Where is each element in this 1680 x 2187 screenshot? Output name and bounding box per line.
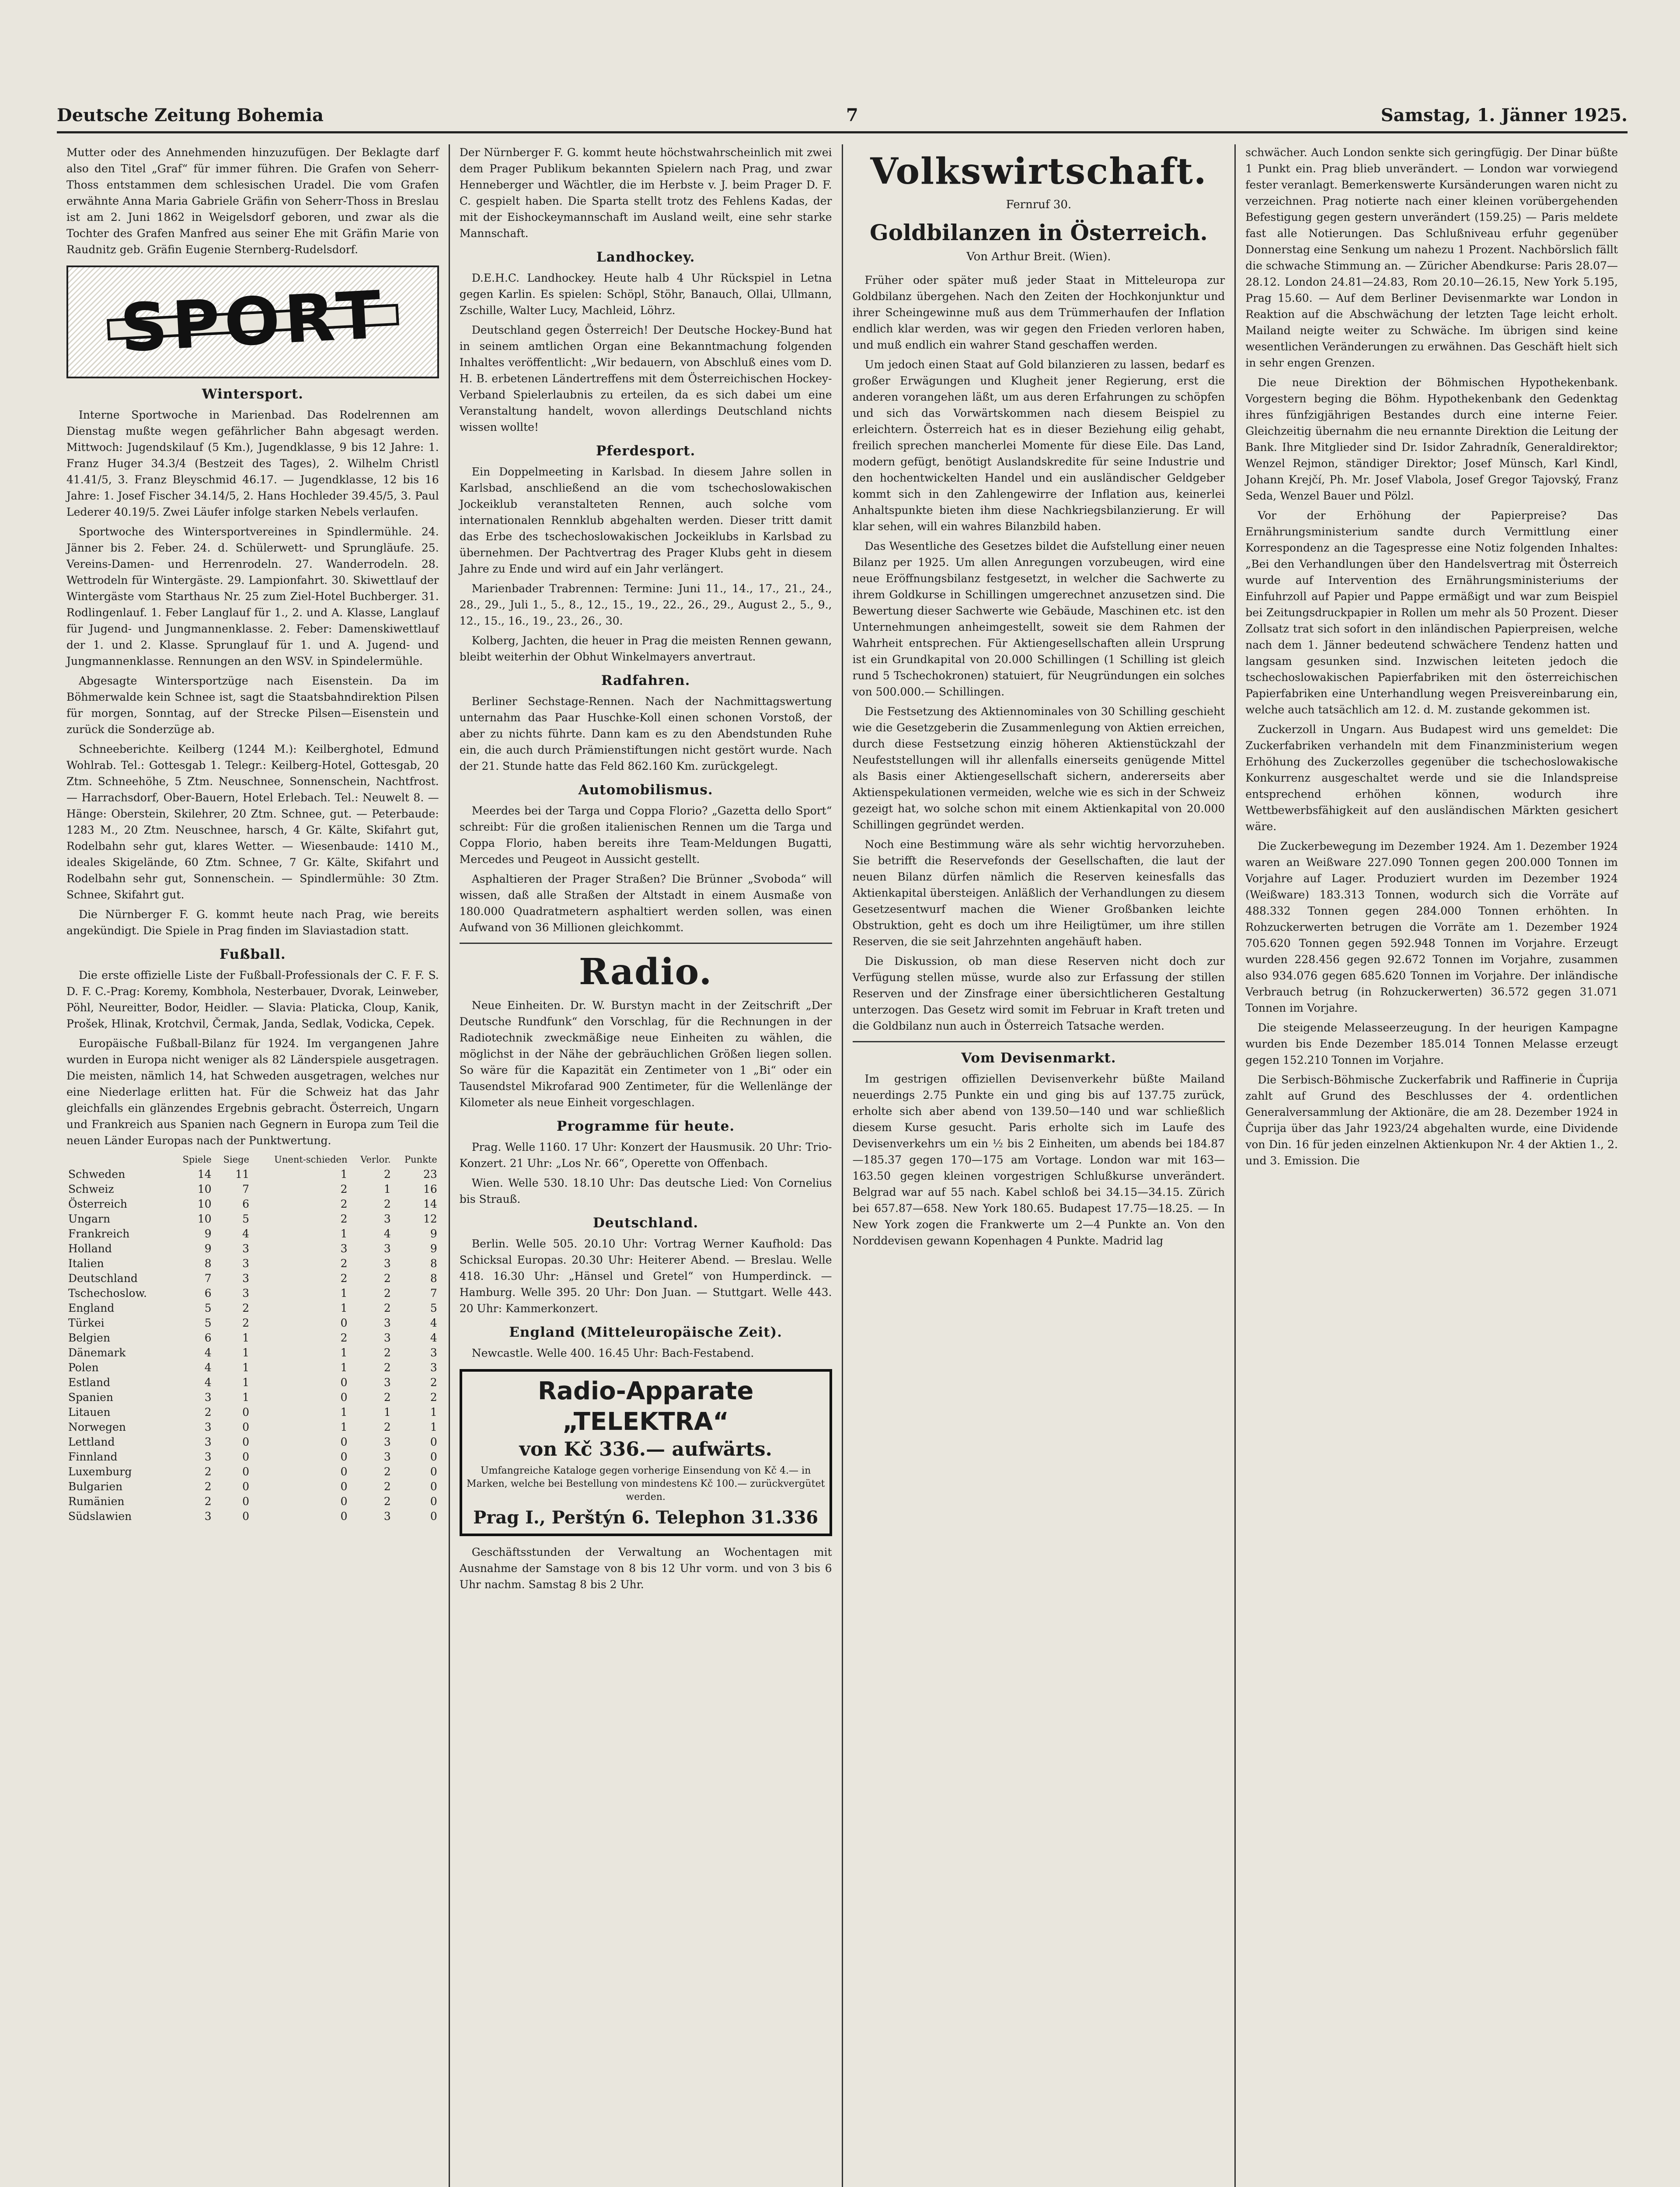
stat-cell: 3 bbox=[383, 1450, 391, 1463]
stat-cell: 1 bbox=[383, 1183, 391, 1195]
stat-cell: 10 bbox=[197, 1183, 212, 1195]
article-text: Neue Einheiten. Dr. W. Burstyn macht in der Zeitschrift „Der Deutsche Rundfunk“ den Vorschlag, für die Rechnungen in der Radiotechnik zweckmäßige neue Einheiten zu wählen, die möglichst in der Nähe der gebräuchlichen Größen liegen sollen. So wäre für die Kapazität ein Zentimeter von 1 „Bi“ oder ein Tausendstel Mikrofarad 900 Zentimeter, für die Wellenlänge der Kilometer als neue Einheit vorgeschlagen. bbox=[459, 999, 832, 1109]
team-name-cell: Belgien bbox=[68, 1331, 111, 1344]
stat-cell: 0 bbox=[242, 1450, 249, 1463]
stat-cell: 0 bbox=[340, 1495, 348, 1508]
table-header-cell: Verlor. bbox=[360, 1154, 391, 1165]
article-text: Die Festsetzung des Aktiennominales von 30 Schilling geschieht wie die Gesetzgeberin die Zusammenlegung von Aktien erreichen, durch diese Festsetzung einzig höheren Aktienstückzahl der Neufeststellungen will ihr allenfalls einerseits genügende Mittel als Basis einer Aktiengesellschaft sichern, andererseits aber Aktienspekulationen vermeiden, welche wie es sich in der Schweiz gezeigt hat, wo solche schon mit einem Aktienkapital von 20.000 Schillingen gegründet werden. bbox=[852, 705, 1225, 831]
table-row bbox=[66, 1286, 439, 1301]
article-text: Noch eine Bestimmung wäre als sehr wichtig hervorzuheben. Sie betrifft die Reservefonds der Gesellschaften, die laut der neuen Bilanz dürfen nämlich die Reserven keinesfalls das Aktienkapital übersteigen. Anläßlich der Verhandlungen zu diesem Gesetzesentwurf machen die Wiener Großbanken leichte Obstruktion, geht es doch um ihre Heiligtümer, um ihre stillen Reserven, die sie seit Jahrzehnten angehäuft haben. bbox=[852, 838, 1225, 948]
column-3 bbox=[843, 144, 1236, 2187]
stat-cell: 3 bbox=[383, 1331, 391, 1344]
table-row bbox=[66, 1241, 439, 1256]
article-text: Kolberg, Jachten, die heuer in Prag die meisten Rennen gewann, bleibt weiterhin der Obhut Winkelmayers anvertraut. bbox=[459, 634, 832, 663]
article-title: Goldbilanzen in Österreich. bbox=[870, 220, 1208, 245]
stat-cell: 2 bbox=[340, 1212, 348, 1225]
stat-cell: 4 bbox=[242, 1227, 249, 1240]
stat-cell: 4 bbox=[204, 1346, 212, 1359]
team-name-cell: Holland bbox=[68, 1242, 112, 1255]
team-name-cell: Spanien bbox=[68, 1391, 114, 1404]
stat-cell: 2 bbox=[242, 1302, 249, 1314]
section-heading-devisenmarkt: Vom Devisenmarkt. bbox=[961, 1050, 1116, 1066]
article-text: Asphaltieren der Prager Straßen? Die Brünner „Svoboda“ will wissen, daß alle Straßen der Altstadt in einem Ausmaße von 180.000 Quadratmetern asphaltiert werden sollen, was einen Aufwand von 36 Millionen gleichkommt. bbox=[459, 873, 832, 934]
stat-cell: 2 bbox=[383, 1495, 391, 1508]
stat-cell: 12 bbox=[423, 1212, 437, 1225]
page-number: 7 bbox=[846, 105, 858, 126]
article-text: Sportwoche des Wintersportvereines in Spindlermühle. 24. Jänner bis 2. Feber. 24. d. Schülerwett- und Sprungläufe. 25. Vereins-Damen- und Herrenrodeln. 27. Wanderrodeln. 28. Wettrodeln für Wintergäste. 29. Lampionfahrt. 30. Skiwettlauf der Wintergäste vom Starthaus Nr. 25 zum Ziel-Hotel Buchberger. 31. Rodlingenlauf. 1. Feber Langlauf für 1., 2. und A. Klasse, Langlauf für Jugend- und Jungmannenklasse. 2. Feber: Damenskiwettlauf der 1. und 2. Klasse. Sprunglauf für 1. und A. Jugend- und Jungmannenklasse. Rennungen an den WSV. in Spindelermühle. bbox=[66, 525, 439, 667]
stat-cell: 2 bbox=[383, 1168, 391, 1181]
stat-cell: 2 bbox=[340, 1272, 348, 1285]
stat-cell: 6 bbox=[204, 1287, 212, 1300]
stat-cell: 5 bbox=[430, 1302, 437, 1314]
section-divider bbox=[853, 1041, 1225, 1042]
stat-cell: 4 bbox=[204, 1361, 212, 1374]
section-heading-deutschland: Deutschland. bbox=[593, 1215, 699, 1231]
stat-cell: 0 bbox=[340, 1436, 348, 1448]
stat-cell: 10 bbox=[197, 1198, 212, 1210]
table-row bbox=[66, 1301, 439, 1316]
stat-cell: 2 bbox=[383, 1287, 391, 1300]
article-text: Die Diskussion, ob man diese Reserven nicht doch zur Verfügung stellen müsse, wurde also zur Erfassung der stillen Reserven und der Zinsfrage einer übersichtlicheren Gestaltung unterzogen. Das Gesetz wird somit im Februar in Kraft treten und die Goldbilanz nun auch in Österreich Tatsache werden. bbox=[852, 955, 1225, 1032]
article-text: Prag. Welle 1160. 17 Uhr: Konzert der Hausmusik. 20 Uhr: Trio-Konzert. 21 Uhr: „Los Nr. 66“, Operette von Offenbach. bbox=[459, 1141, 832, 1170]
stat-cell: 0 bbox=[430, 1495, 437, 1508]
stat-cell: 1 bbox=[340, 1168, 348, 1181]
article-text: Die Zuckerbewegung im Dezember 1924. Am 1. Dezember 1924 waren an Weißware 227.090 Tonnen gegen 200.000 Tonnen im Vorjahre auf Lager. Produziert wurden im Dezember 1924 (Weißware) 183.313 Tonnen, wodurch sich die Vorräte auf 488.332 Tonnen gegen 284.000 Tonnen erhöhten. In Rohzuckerwerten betrugen die Vorräte am 1. Dezember 1924 705.620 Tonnen gegen 592.948 Tonnen im Vorjahre. Erzeugt wurden 228.456 gegen 92.672 Tonnen im Vorjahre, zusammen also 934.076 gegen 685.620 Tonnen im Vorjahre. Der inländische Verbrauch betrug (in Rohzuckerwerten) 36.572 gegen 31.071 Tonnen im Vorjahre. bbox=[1245, 840, 1618, 1014]
stat-cell: 0 bbox=[340, 1450, 348, 1463]
stat-cell: 0 bbox=[430, 1465, 437, 1478]
stat-cell: 0 bbox=[242, 1495, 249, 1508]
running-head bbox=[57, 105, 1628, 126]
stat-cell: 14 bbox=[423, 1198, 437, 1210]
table-row bbox=[66, 1197, 439, 1212]
radio-section-title: Radio. bbox=[579, 951, 713, 993]
table-row bbox=[66, 1360, 439, 1375]
stat-cell: 7 bbox=[242, 1183, 249, 1195]
stat-cell: 3 bbox=[242, 1272, 249, 1285]
stat-cell: 1 bbox=[242, 1391, 249, 1404]
article-text: Die neue Direktion der Böhmischen Hypothekenbank. Vorgestern beging die Böhm. Hypothekenbank den Gedenktag ihres fünfzigjährigen Bestandes durch eine interne Feier. Gleichzeitig übernahm die neu ernannte Direktion die Leitung der Bank. Ihre Mitglieder sind Dr. Isidor Zahradník, Generaldirektor; Wenzel Rejmon, ständiger Direktor; Josef Münsch, Karl Kindl, Johann Krejčí, Ph. Mr. Josef Vlabola, Josef Gregor Tajovský, Franz Seda, Wenzel Bauer und Pölzl. bbox=[1245, 376, 1618, 502]
table-row bbox=[66, 1345, 439, 1360]
sport-banner-lettering: SPORT bbox=[107, 304, 399, 340]
article-text: Geschäftsstunden der Verwaltung an Wochentagen mit Ausnahme der Samstage von 8 bis 12 Uhr vorm. und von 3 bis 6 Uhr nachm. Samstag 8 bis 2 Uhr. bbox=[459, 1546, 832, 1591]
stat-cell: 1 bbox=[242, 1346, 249, 1359]
table-row bbox=[66, 1167, 439, 1182]
header-rule bbox=[57, 131, 1628, 133]
stat-cell: 6 bbox=[204, 1331, 212, 1344]
ad-note: Umfangreiche Kataloge gegen vorherige Einsendung von Kč 4.— in Marken, welche bei Bestellung von mindestens Kč 100.— zurückvergütet werden. bbox=[466, 1465, 825, 1502]
table-row bbox=[66, 1405, 439, 1420]
team-name-cell: Litauen bbox=[68, 1406, 111, 1418]
stat-cell: 2 bbox=[204, 1480, 212, 1493]
table-header-cell bbox=[66, 1152, 172, 1167]
stat-cell: 2 bbox=[383, 1361, 391, 1374]
team-name-cell: Schweiz bbox=[68, 1183, 114, 1195]
section-divider bbox=[460, 943, 832, 944]
table-row bbox=[66, 1256, 439, 1271]
team-name-cell: Dänemark bbox=[68, 1346, 126, 1359]
stat-cell: 5 bbox=[242, 1212, 249, 1225]
article-text: Die Nürnberger F. G. kommt heute nach Prag, wie bereits angekündigt. Die Spiele in Prag finden im Slaviastadion statt. bbox=[66, 908, 439, 937]
article-text: Deutschland gegen Österreich! Der Deutsche Hockey-Bund hat in seinem amtlichen Organ eine Bekanntmachung folgenden Inhaltes veröffentlicht: „Wir bedauern, von Abschluß eines vom D. H. B. erbetenen Ländertreffens mit dem Österreichischen Hockey-Verband Spielerlaubnis zu erteilen, da es sich dabei um eine Veranstaltung handelt, wovon allerdings Deutschland nichts wissen wollte! bbox=[459, 324, 832, 433]
article-text: Das Wesentliche des Gesetzes bildet die Aufstellung einer neuen Bilanz per 1925. Um allen Anregungen vorzubeugen, wird eine neue Eröffnungsbilanz festgesetzt, in welcher die Sachwerte zu ihrem Goldkurse in Schillingen umgerechnet anzusetzen sind. Die Bewertung dieser Sachwerte wie Gebäude, Maschinen etc. ist den Unternehmungen anheimgestellt, soweit sie dem Rahmen der Wahrheit entsprechen. Für Aktiengesellschaften allein Ursprung ist ein Grundkapital von 20.000 Schillingen (1 Schilling ist gleich rund 5 Tschechokronen) statuiert, für Neugründungen ein solches von 500.000.— Schillingen. bbox=[852, 540, 1225, 698]
stat-cell: 0 bbox=[340, 1317, 348, 1329]
stat-cell: 3 bbox=[204, 1421, 212, 1433]
article-text: Vor der Erhöhung der Papierpreise? Das Ernährungsministerium sandte durch Vermittlung einer Korrespondenz an die Tagespresse eine Notiz folgenden Inhaltes: „Bei den Verhandlungen über den Handelsvertrag mit Österreich wurde auf Intervention des Ernährungsministeriums der Einfuhrzoll auf Papier und Pappe ermäßigt und war zum Beispiel bei Zeitungsdruckpapier in Rollen um mehr als 50 Prozent. Dieser Zollsatz trat sich sofort in den inländischen Papierpreisen, welche nach dem 1. Jänner bedeutend schwächere Tendenz hatten und langsam gesunken sind. Inzwischen leiteten jedoch die tschechoslowakischen Papierfabriken mit den österreichischen Papierfabriken eine Unterhandlung wegen Preisvereinbarung ein, welche auch tatsächlich am 12. d. M. zustande gekommen ist. bbox=[1245, 509, 1618, 716]
stat-cell: 4 bbox=[430, 1331, 437, 1344]
table-header-cell: Unent-schieden bbox=[274, 1154, 348, 1165]
team-name-cell: Frankreich bbox=[68, 1227, 130, 1240]
stat-cell: 2 bbox=[430, 1376, 437, 1389]
article-text: Schneeberichte. Keilberg (1244 M.): Keilberghotel, Edmund Wohlrab. Tel.: Gottesgab 1. Telegr.: Keilberg-Hotel, Gottesgab, 20 Ztm. Schneehöhe, 5 Ztm. Neuschnee, Sonnenschein, Nachtfrost. — Harrachsdorf, Ober-Bauern, Hotel Erlebach. Tel.: Neuwelt 8. — Hänge: Oberstein, Skilehrer, 20 Ztm. Schnee, gut. — Peterbaude: 1283 M., 20 Ztm. Neuschnee, harsch, 4 Gr. Kälte, Skifahrt gut, Rodelbahn sehr gut, klares Wetter. — Wiesenbaude: 1410 M., ideales Skigelände, 60 Ztm. Schnee, 7 Gr. Kälte, Skifahrt und Rodelbahn sehr gut, Sonnenschein. — Spindlermühle: 30 Ztm. Schnee, Skifahrt gut. bbox=[66, 743, 439, 901]
masthead-name: Deutsche Zeitung Bohemia bbox=[57, 105, 324, 126]
stat-cell: 7 bbox=[430, 1287, 437, 1300]
stat-cell: 2 bbox=[383, 1465, 391, 1478]
article-text: Europäische Fußball-Bilanz für 1924. Im vergangenen Jahre wurden in Europa nicht weniger als 82 Länderspiele ausgetragen. Die meisten, nämlich 14, hat Schweden ausgetragen, welches nur eine Niederlage erlitten hat. Für die Schweiz hat das Jahr gleichfalls ein glänzendes Ergebnis gebracht. Österreich, Ungarn und Frankreich aus Spanien nach Gegnern in Europa zum Teil die neuen Länder Europas nach der Punktwertung. bbox=[66, 1037, 439, 1147]
table-body bbox=[66, 1167, 439, 1524]
stat-cell: 7 bbox=[204, 1272, 212, 1285]
article-text: Mutter oder des Annehmenden hinzuzufügen. Der Beklagte darf also den Titel „Graf“ für immer führen. Die Grafen von Seherr-Thoss entstammen dem schlesischen Uradel. Die vom Grafen erwähnte Anna Maria Gabriele Gräfin von Seherr-Thoss in Breslau ist am 2. Juni 1862 in Weigelsdorf geboren, und zwar als die Tochter des Grafen Manfred aus seiner Ehe mit Gräfin Marie von Raudnitz geb. Gräfin Eugenie Sternberg-Rudelsdorf. bbox=[66, 146, 439, 256]
table-header-cell: Siege bbox=[223, 1154, 249, 1165]
stat-cell: 0 bbox=[340, 1480, 348, 1493]
stat-cell: 0 bbox=[242, 1436, 249, 1448]
team-name-cell: Polen bbox=[68, 1361, 99, 1374]
stat-cell: 3 bbox=[430, 1361, 437, 1374]
stat-cell: 0 bbox=[430, 1450, 437, 1463]
stat-cell: 1 bbox=[340, 1361, 348, 1374]
article-text: Die erste offizielle Liste der Fußball-Professionals der C. F. F. S. D. F. C.-Prag: Koremy, Kombhola, Nesterbauer, Dvorak, Leinweber, Pöhl, Neureitter, Bodor, Heidler. — Slavia: Platicka, Cloup, Kanik, Prošek, Hlinak, Krotchvil, Čermak, Janda, Sedlak, Vodicka, Cepek. bbox=[66, 969, 439, 1030]
article-text: Die steigende Melasseerzeugung. In der heurigen Kampagne wurden bis Ende Dezember 185.014 Tonnen Melasse erzeugt gegen 152.210 Tonnen im Vorjahre. bbox=[1245, 1021, 1618, 1066]
stat-cell: 1 bbox=[242, 1376, 249, 1389]
article-text: Berliner Sechstage-Rennen. Nach der Nachmittagswertung unternahm das Paar Huschke-Koll einen schonen Vorstoß, der aber zu nichts führte. Dann kam es zu den Abendstunden Ruhe ein, die auch durch Prämienstiftungen nicht gestört wurde. Nach der 21. Stunde hatte das Feld 862.160 Km. zurückgelegt. bbox=[459, 695, 832, 772]
table-row bbox=[66, 1509, 439, 1524]
team-name-cell: Rumänien bbox=[68, 1495, 125, 1508]
stat-cell: 0 bbox=[430, 1436, 437, 1448]
stat-cell: 0 bbox=[340, 1376, 348, 1389]
stat-cell: 1 bbox=[340, 1227, 348, 1240]
stat-cell: 0 bbox=[430, 1510, 437, 1523]
issue-date: Samstag, 1. Jänner 1925. bbox=[1380, 105, 1628, 126]
stat-cell: 0 bbox=[242, 1421, 249, 1433]
stat-cell: 2 bbox=[383, 1391, 391, 1404]
article-text: Der Nürnberger F. G. kommt heute höchstwahrscheinlich mit zwei dem Prager Publikum bekannten Spielern nach Prag, und zwar Henneberger und Wächtler, die im Herbste v. J. beim Prager D. F. C. gespielt haben. Die Sparta stellt trotz des Fehlens Kadas, der mit der Eishockeymannschaft im Ausland weilt, eine sehr starke Mannschaft. bbox=[459, 146, 832, 240]
table-row bbox=[66, 1375, 439, 1390]
table-row bbox=[66, 1331, 439, 1345]
article-text: Zuckerzoll in Ungarn. Aus Budapest wird uns gemeldet: Die Zuckerfabriken verhandeln mit dem Finanzministerium wegen Erhöhung des Zuckerzolles gegenüber die tschechoslowakische Konkurrenz ausgeschaltet werde und sie die Inlandspreise entsprechend erhöhen können, wodurch ihre Wettbewerbsfähigkeit auf den ausländischen Märkten gesichert wäre. bbox=[1245, 723, 1618, 833]
ad-address: Prag I., Perštýn 6. Telephon 31.336 bbox=[473, 1507, 819, 1528]
stat-cell: 2 bbox=[340, 1331, 348, 1344]
stat-cell: 4 bbox=[430, 1317, 437, 1329]
stat-cell: 2 bbox=[383, 1272, 391, 1285]
team-name-cell: Bulgarien bbox=[68, 1480, 123, 1493]
team-name-cell: Tschechoslow. bbox=[68, 1287, 147, 1300]
stat-cell: 3 bbox=[383, 1212, 391, 1225]
table-row bbox=[66, 1390, 439, 1405]
section-heading-landhockey: Landhockey. bbox=[596, 249, 695, 265]
stat-cell: 9 bbox=[204, 1227, 212, 1240]
football-standings-table bbox=[66, 1152, 439, 1524]
stat-cell: 0 bbox=[242, 1480, 249, 1493]
stat-cell: 16 bbox=[423, 1183, 437, 1195]
stat-cell: 2 bbox=[204, 1406, 212, 1418]
stat-cell: 1 bbox=[383, 1406, 391, 1418]
section-heading-radfahren: Radfahren. bbox=[601, 673, 690, 688]
column-4 bbox=[1236, 144, 1628, 2187]
stat-cell: 9 bbox=[430, 1242, 437, 1255]
table-row bbox=[66, 1435, 439, 1450]
table-header-cell: Punkte bbox=[404, 1154, 437, 1165]
article-text: Meerdes bei der Targa und Coppa Florio? „Gazetta dello Sport“ schreibt: Für die großen italienischen Rennen um die Targa und Coppa Florio, haben bereits ihre Team-Meldungen Bugatti, Mercedes und Peugeot in Aussicht gestellt. bbox=[459, 804, 832, 866]
article-text: Berlin. Welle 505. 20.10 Uhr: Vortrag Werner Kaufhold: Das Schicksal Europas. 20.30 Uhr: Heiterer Abend. — Breslau. Welle 418. 16.30 Uhr: „Hänsel und Gretel“ von Humperdinck. — Hamburg. Welle 395. 20 Uhr: Don Juan. — Stuttgart. Welle 443. 20 Uhr: Kammerkonzert. bbox=[459, 1237, 832, 1315]
section-heading-pferdesport: Pferdesport. bbox=[596, 443, 696, 459]
stat-cell: 3 bbox=[383, 1436, 391, 1448]
table-header-row bbox=[66, 1152, 439, 1167]
stat-cell: 3 bbox=[340, 1242, 348, 1255]
stat-cell: 3 bbox=[242, 1287, 249, 1300]
article-byline: Von Arthur Breit. (Wien). bbox=[966, 250, 1111, 263]
team-name-cell: Türkei bbox=[68, 1317, 105, 1329]
stat-cell: 1 bbox=[430, 1421, 437, 1433]
stat-cell: 3 bbox=[204, 1450, 212, 1463]
stat-cell: 2 bbox=[340, 1183, 348, 1195]
team-name-cell: Ungarn bbox=[68, 1212, 111, 1225]
stat-cell: 2 bbox=[430, 1391, 437, 1404]
columns bbox=[57, 144, 1628, 2187]
stat-cell: 3 bbox=[383, 1257, 391, 1270]
stat-cell: 1 bbox=[340, 1421, 348, 1433]
stat-cell: 3 bbox=[204, 1436, 212, 1448]
stat-cell: 3 bbox=[383, 1510, 391, 1523]
team-name-cell: Estland bbox=[68, 1376, 111, 1389]
team-name-cell: Deutschland bbox=[68, 1272, 138, 1285]
team-name-cell: Luxemburg bbox=[68, 1465, 132, 1478]
stat-cell: 3 bbox=[430, 1346, 437, 1359]
stat-cell: 3 bbox=[242, 1257, 249, 1270]
article-text: Früher oder später muß jeder Staat in Mitteleuropa zur Goldbilanz übergehen. Nach den Zeiten der Hochkonjunktur und ihrer Scheingewinne muß aus dem Trümmerhaufen der Inflation endlich klar werden, was wir gegen den Frieden verloren haben, und muß endlich ein wahrer Stand geschaffen werden. bbox=[852, 274, 1225, 351]
stat-cell: 2 bbox=[383, 1421, 391, 1433]
stat-cell: 2 bbox=[204, 1465, 212, 1478]
section-heading-automobilismus: Automobilismus. bbox=[578, 782, 713, 798]
ad-price: von Kč 336.— aufwärts. bbox=[519, 1438, 772, 1460]
stat-cell: 3 bbox=[383, 1376, 391, 1389]
radio-advertisement bbox=[460, 1369, 832, 1536]
stat-cell: 0 bbox=[242, 1465, 249, 1478]
table-row bbox=[66, 1182, 439, 1197]
team-name-cell: Norwegen bbox=[68, 1421, 126, 1433]
stat-cell: 2 bbox=[383, 1480, 391, 1493]
article-text: Ein Doppelmeeting in Karlsbad. In diesem Jahre sollen in Karlsbad, anschließend an die vom tschechoslowakischen Jockeiklub veranstalteten Rennen, auch solche vom internationalen Rennklub abgehalten werden. Dieser tritt damit das Erbe des tschechoslowakischen Jockeiklubs in Karlsbad zu übernehmen. Der Pachtvertrag des Prager Klubs geht in diesem Jahre zu Ende und wird auf ein Jahr verlängert. bbox=[459, 465, 832, 575]
stat-cell: 1 bbox=[242, 1361, 249, 1374]
stat-cell: 2 bbox=[383, 1198, 391, 1210]
economy-section-title: Volkswirtschaft. bbox=[870, 150, 1207, 192]
table-row bbox=[66, 1494, 439, 1509]
article-text: Im gestrigen offiziellen Devisenverkehr büßte Mailand neuerdings 2.75 Punkte ein und ging bis auf 137.75 zurück, erholte sich aber abend von 139.50—140 und war schließlich diesem Kurse gesucht. Paris erholte sich im Laufe des Devisenverkehrs um ein ½ bis 2 Einheiten, um abends bei 184.87—185.37 gegen 170—175 am Vortage. London war mit 163—163.50 gegen kleinen vorgestrigen Schlußkurse unverändert. Belgrad war auf 55 nach. Kabel schloß bei 34.15—34.15. Zürich bei 657.87—658. New York 180.65. Budapest 17.75—18.25. — In New York zogen die Frankwerte um 2—4 Punkte an. Von den Norddevisen gewann Kopenhagen 4 Punkte. Madrid lag bbox=[852, 1073, 1225, 1247]
table-row bbox=[66, 1212, 439, 1226]
stat-cell: 3 bbox=[383, 1317, 391, 1329]
stat-cell: 2 bbox=[383, 1302, 391, 1314]
stat-cell: 11 bbox=[235, 1168, 249, 1181]
section-phone: Fernruf 30. bbox=[1006, 198, 1072, 211]
stat-cell: 1 bbox=[340, 1302, 348, 1314]
stat-cell: 2 bbox=[204, 1495, 212, 1508]
stat-cell: 0 bbox=[340, 1510, 348, 1523]
stat-cell: 6 bbox=[242, 1198, 249, 1210]
article-text: Interne Sportwoche in Marienbad. Das Rodelrennen am Dienstag mußte wegen gefährlicher Bahn abgesagt werden. Mittwoch: Jugendskilauf (5 Km.), Jugendklasse, 9 bis 12 Jahre: 1. Franz Huger 34.3/4 (Bestzeit des Tages), 2. Wilhelm Christl 41.41/5, 3. Franz Bleyschmid 46.17. — Jugendklasse, 12 bis 16 Jahre: 1. Josef Fischer 34.14/5, 2. Hans Hochleder 39.45/5, 3. Paul Lederer 40.19/5. Zwei Läufer infolge starken Nebels verlaufen. bbox=[66, 409, 439, 518]
stat-cell: 2 bbox=[340, 1198, 348, 1210]
stat-cell: 1 bbox=[340, 1346, 348, 1359]
stat-cell: 8 bbox=[430, 1272, 437, 1285]
ad-title: Radio-Apparate „TELEKTRA“ bbox=[537, 1377, 754, 1436]
stat-cell: 5 bbox=[204, 1302, 212, 1314]
stat-cell: 4 bbox=[204, 1376, 212, 1389]
article-text: Marienbader Trabrennen: Termine: Juni 11., 14., 17., 21., 24., 28., 29., Juli 1., 5., 8., 12., 15., 19., 22., 26., 29., August 2., 5., 9., 12., 15., 16., 19., 23., 26., 30. bbox=[459, 582, 832, 627]
stat-cell: 8 bbox=[430, 1257, 437, 1270]
stat-cell: 0 bbox=[340, 1391, 348, 1404]
article-text: Newcastle. Welle 400. 16.45 Uhr: Bach-Festabend. bbox=[471, 1347, 754, 1359]
team-name-cell: England bbox=[68, 1302, 115, 1314]
table-row bbox=[66, 1271, 439, 1286]
section-heading-programme: Programme für heute. bbox=[557, 1118, 735, 1134]
column-1 bbox=[57, 144, 450, 2187]
table-row bbox=[66, 1420, 439, 1435]
stat-cell: 1 bbox=[340, 1287, 348, 1300]
article-text: Um jedoch einen Staat auf Gold bilanzieren zu lassen, bedarf es großer Erwägungen und Klugheit jener Regierung, erst die anderen vorangehen läßt, um aus deren Erfahrungen zu schöpfen und sich das Vorwärtskommen nach diesem Beispiel zu erleichtern. Österreich hat es in dieser Beziehung eilig gehabt, freilich sprechen mancherlei Momente für diese Eile. Das Land, modern gefügt, benötigt Auslandskredite für seine Industrie und den hochentwickelten Handel und ein ausländischer Geldgeber kommt sich in den Zahlengewirre der Inflation aus, keinerlei Anhaltspunkte bieten ihm diese Nachkriegsbilanzierung. Er will klar sehen, will ein wahres Bilanzbild haben. bbox=[852, 358, 1225, 533]
stat-cell: 3 bbox=[204, 1510, 212, 1523]
stat-cell: 0 bbox=[340, 1465, 348, 1478]
table-row bbox=[66, 1479, 439, 1494]
team-name-cell: Lettland bbox=[68, 1436, 115, 1448]
table-row bbox=[66, 1450, 439, 1464]
stat-cell: 3 bbox=[242, 1242, 249, 1255]
team-name-cell: Schweden bbox=[68, 1168, 125, 1181]
stat-cell: 2 bbox=[383, 1346, 391, 1359]
stat-cell: 3 bbox=[383, 1242, 391, 1255]
stat-cell: 0 bbox=[242, 1510, 249, 1523]
team-name-cell: Österreich bbox=[68, 1198, 127, 1210]
stat-cell: 23 bbox=[423, 1168, 437, 1181]
column-2 bbox=[450, 144, 843, 2187]
table-row bbox=[66, 1316, 439, 1331]
stat-cell: 5 bbox=[204, 1317, 212, 1329]
stat-cell: 1 bbox=[242, 1331, 249, 1344]
table-header-cell: Spiele bbox=[182, 1154, 212, 1165]
section-heading-england: England (Mitteleuropäische Zeit). bbox=[509, 1324, 782, 1340]
stat-cell: 4 bbox=[383, 1227, 391, 1240]
stat-cell: 2 bbox=[242, 1317, 249, 1329]
table-row bbox=[66, 1464, 439, 1479]
stat-cell: 8 bbox=[204, 1257, 212, 1270]
article-text: D.E.H.C. Landhockey. Heute halb 4 Uhr Rückspiel in Letna gegen Karlin. Es spielen: Schöpl, Stöhr, Banauch, Ollai, Ullmann, Zschille, Walter Lucy, Machleid, Löhrz. bbox=[459, 272, 832, 317]
team-name-cell: Italien bbox=[68, 1257, 104, 1270]
stat-cell: 0 bbox=[242, 1406, 249, 1418]
stat-cell: 3 bbox=[204, 1391, 212, 1404]
article-text: Wien. Welle 530. 18.10 Uhr: Das deutsche Lied: Von Cornelius bis Strauß. bbox=[459, 1177, 832, 1205]
sport-banner-illustration bbox=[66, 266, 439, 378]
table-row bbox=[66, 1226, 439, 1241]
stat-cell: 2 bbox=[340, 1257, 348, 1270]
team-name-cell: Südslawien bbox=[68, 1510, 132, 1523]
section-heading-wintersport: Wintersport. bbox=[202, 386, 303, 402]
stat-cell: 10 bbox=[197, 1212, 212, 1225]
stat-cell: 14 bbox=[197, 1168, 212, 1181]
stat-cell: 9 bbox=[430, 1227, 437, 1240]
stat-cell: 0 bbox=[430, 1480, 437, 1493]
article-text: schwächer. Auch London senkte sich geringfügig. Der Dinar büßte 1 Punkt ein. Prag blieb unverändert. — London war vorwiegend fester veranlagt. Bemerkenswerte Kursänderungen waren nicht zu verzeichnen. Prag notierte nach einer kleinen vorübergehenden Befestigung gegen gestern unverändert (159.25) — Paris meldete fast alle Notierungen. Das Schlußniveau erfuhr gegenüber Donnerstag eine Senkung um nahezu 1 Prozent. Nachbörslich fällt die schwache Stimmung an. — Züricher Abendkurse: Paris 28.07—28.12. London 24.81—24.83, Rom 20.10—26.15, New York 5.195, Prag 15.60. — Auf dem Berliner Devisenmarkte war London in Reaktion auf die Abschwächung der letzten Tage leicht erholt. Mailand neigte weiter zu Schwäche. Im übrigen sind keine wesentlichen Veränderungen zu erwähnen. Das Geschäft hielt sich in sehr engen Grenzen. bbox=[1245, 146, 1618, 369]
section-heading-fussball: Fußball. bbox=[220, 947, 286, 962]
team-name-cell: Finnland bbox=[68, 1450, 118, 1463]
article-text: Die Serbisch-Böhmische Zuckerfabrik und Raffinerie in Čuprija zahlt auf Grund des Beschlusses der 4. ordentlichen Generalversammlung der Aktionäre, die am 28. Dezember 1924 in Čuprija über das Jahr 1923/24 abgehalten wurde, eine Dividende von Din. 16 für jeden einzelnen Aktienkupon Nr. 4 der Aktien 1., 2. und 3. Emission. Die bbox=[1245, 1073, 1618, 1167]
stat-cell: 1 bbox=[340, 1406, 348, 1418]
stat-cell: 1 bbox=[430, 1406, 437, 1418]
stat-cell: 9 bbox=[204, 1242, 212, 1255]
article-text: Abgesagte Wintersportzüge nach Eisenstein. Da im Böhmerwalde kein Schnee ist, sagt die Staatsbahndirektion Pilsen für morgen, Sonntag, auf der Strecke Pilsen—Eisenstein und zurück die Sonderzüge ab. bbox=[66, 674, 439, 736]
